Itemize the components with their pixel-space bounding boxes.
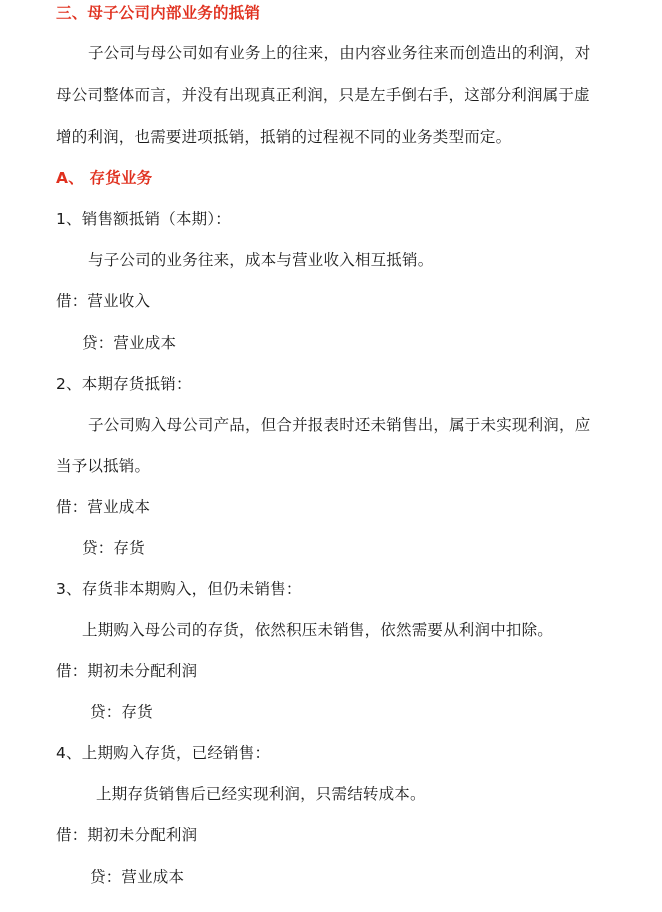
- item2-title: 2、本期存货抵销：: [56, 375, 192, 393]
- item2-credit-entry: 贷：存货: [82, 539, 145, 557]
- item4-title: 4、上期购入存货，已经销售：: [56, 744, 271, 762]
- item4-description: 上期存货销售后已经实现利润，只需结转成本。: [96, 785, 426, 803]
- item3-description: 上期购入母公司的存货，依然积压未销售，依然需要从利润中扣除。: [82, 621, 554, 639]
- item3-debit-entry: 借：期初未分配利润: [56, 662, 198, 680]
- subsection-a-title: A、 存货业务: [56, 169, 153, 187]
- item1-debit-entry: 借：营业收入: [56, 292, 151, 310]
- item2-description-line-1: 子公司购入母公司产品，但合并报表时还未销售出，属于未实现利润，应: [88, 416, 591, 434]
- intro-paragraph-line-1: 子公司与母公司如有业务上的往来，由内容业务往来而创造出的利润，对: [88, 44, 591, 62]
- intro-paragraph-line-3: 增的利润，也需要进项抵销，抵销的过程视不同的业务类型而定。: [56, 128, 512, 146]
- item1-credit-entry: 贷：营业成本: [82, 334, 177, 352]
- item3-credit-entry: 贷：存货: [90, 703, 153, 721]
- item1-description: 与子公司的业务往来，成本与营业收入相互抵销。: [88, 251, 434, 269]
- item4-debit-entry: 借：期初未分配利润: [56, 826, 198, 844]
- item2-description-line-2: 当予以抵销。: [56, 457, 151, 475]
- item3-title: 3、存货非本期购入，但仍未销售：: [56, 580, 302, 598]
- item2-debit-entry: 借：营业成本: [56, 498, 151, 516]
- intro-paragraph-line-2: 母公司整体而言，并没有出现真正利润，只是左手倒右手，这部分利润属于虚: [56, 86, 590, 104]
- section-title: 三、母子公司内部业务的抵销: [56, 4, 261, 22]
- item1-title: 1、销售额抵销（本期）：: [56, 210, 232, 228]
- item4-credit-entry: 贷：营业成本: [90, 868, 185, 886]
